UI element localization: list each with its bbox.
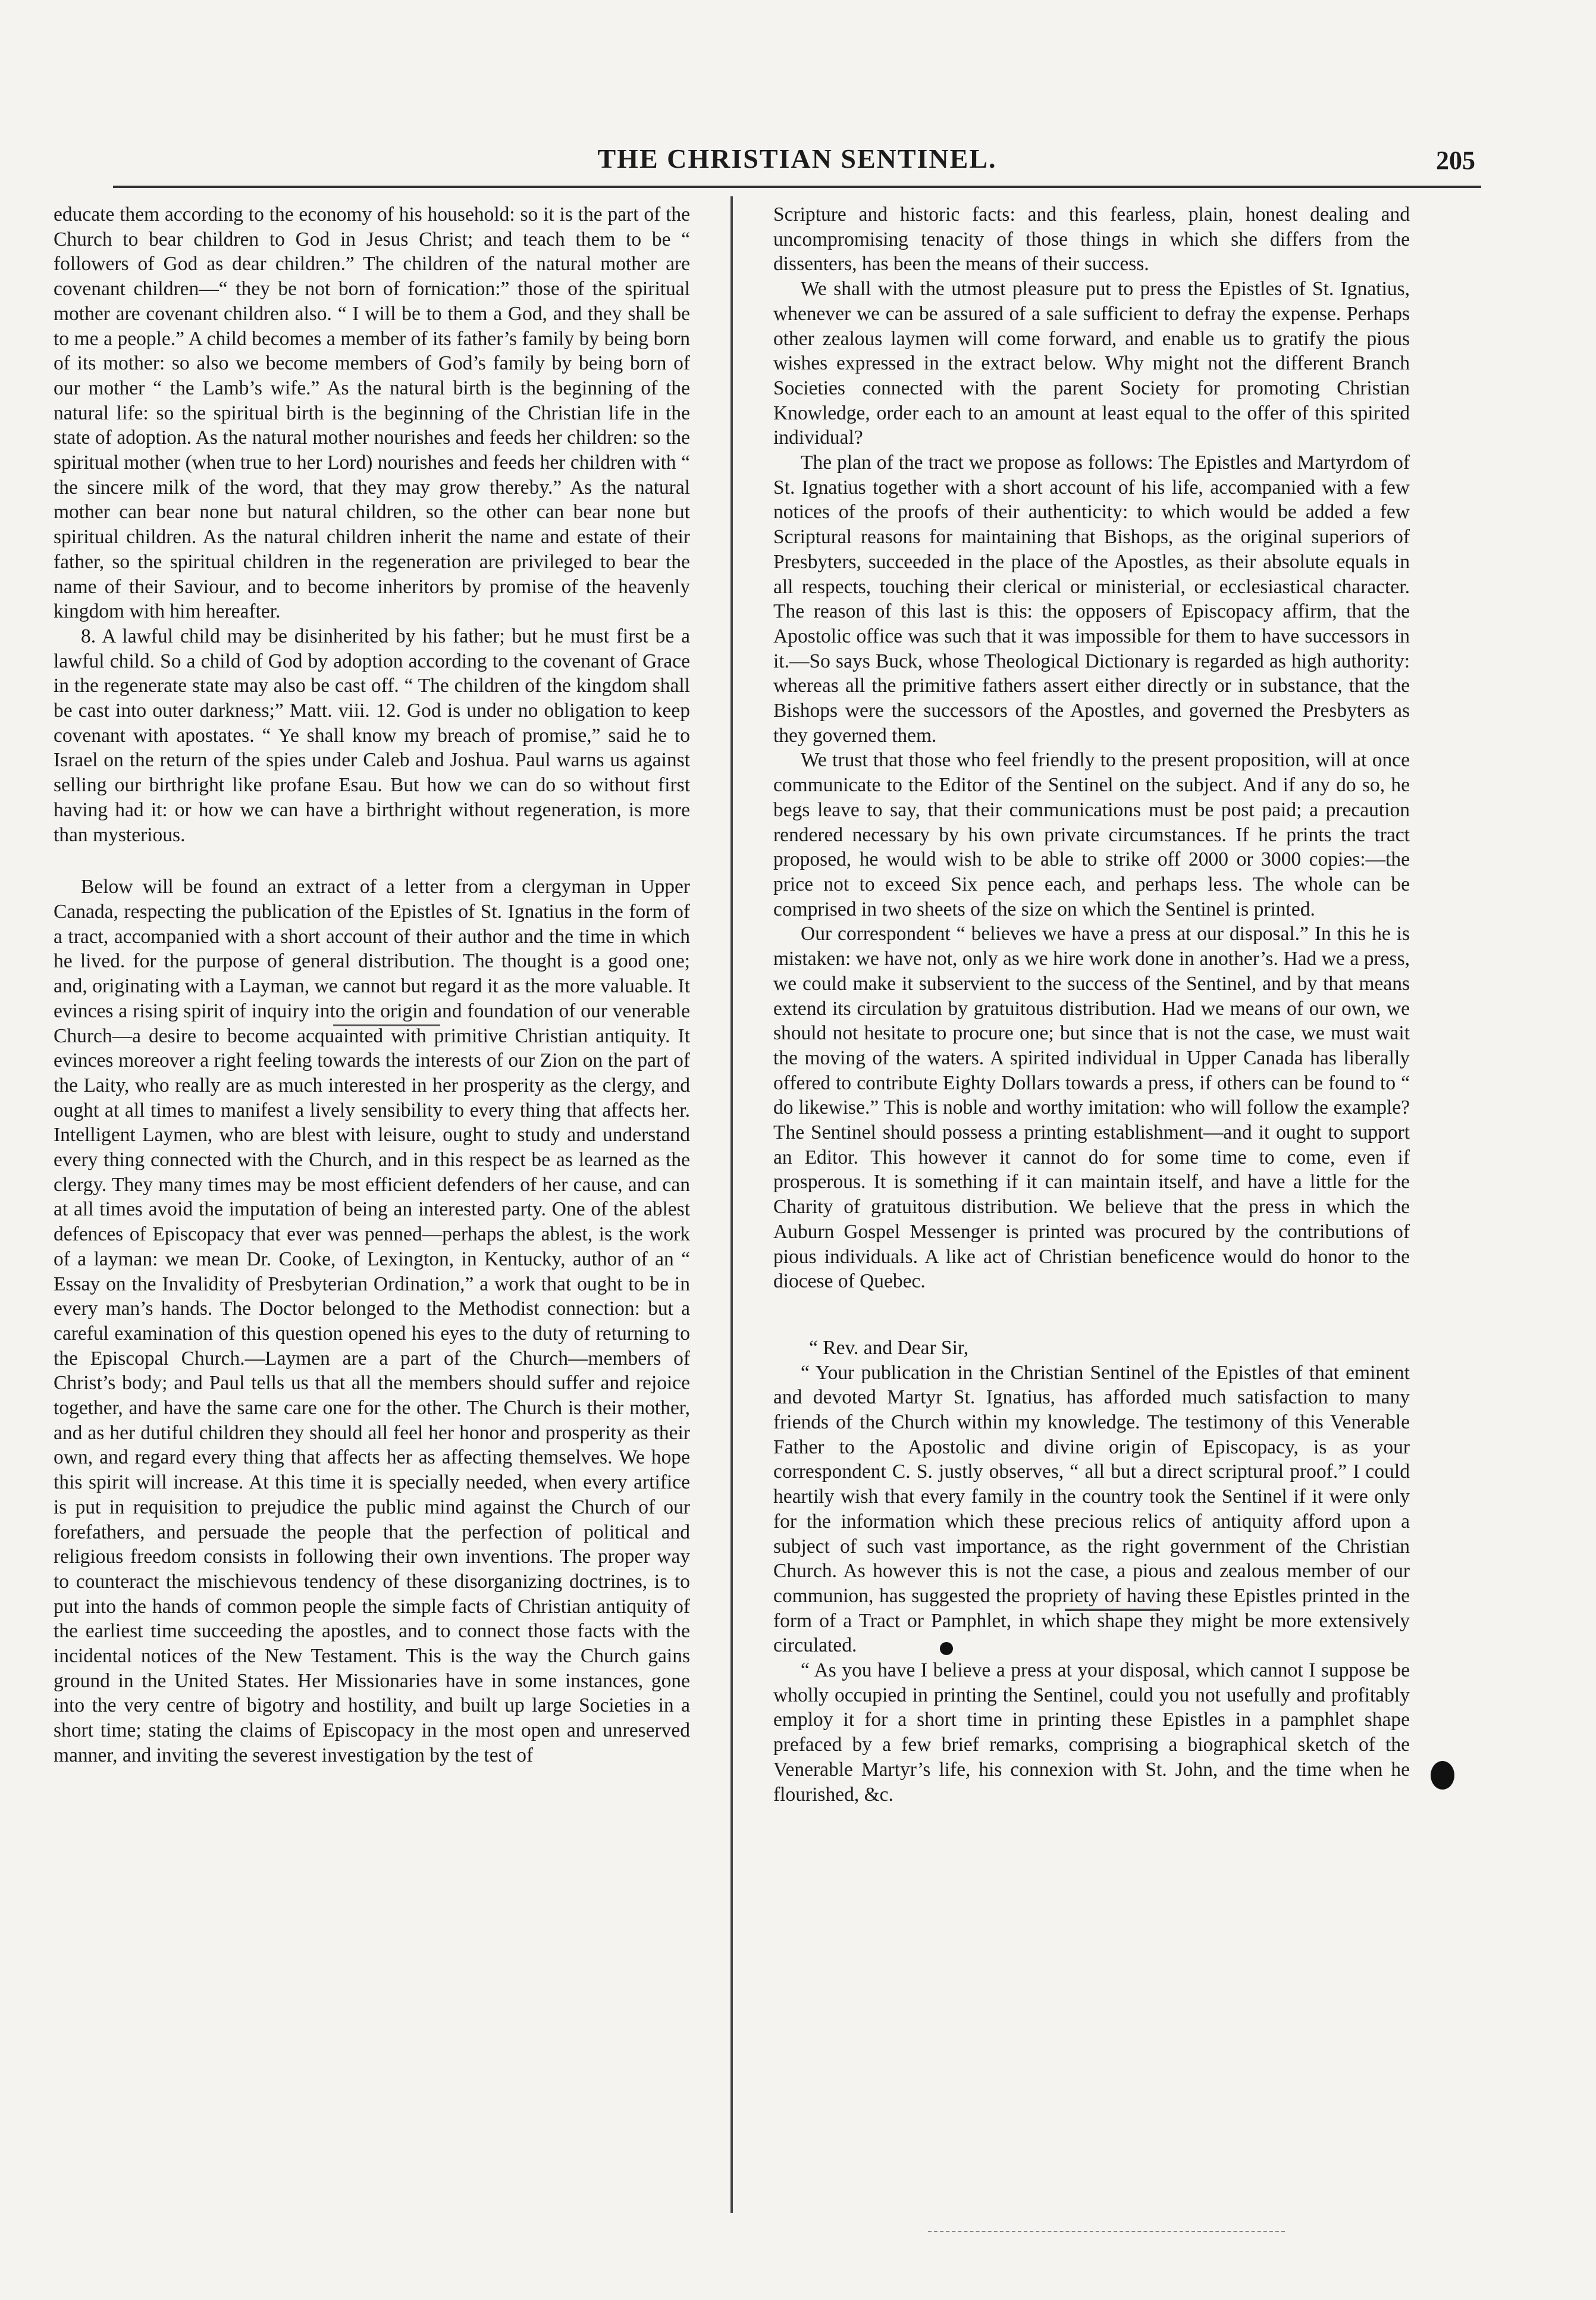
page-header xyxy=(119,143,1475,184)
right-paragraph-3: The plan of the tract we propose as follows: The Epistles and Martyrdom of St. Ignatius together with a short account of his life, accompanied with a few notices of the proofs of their authenticity: to which would be added a few Scriptural reasons for maintaining that Bishops, as the original superiors of Presbyters, succeeded in the place of the Apostles, as their absolute equals in all respects, touching their clerical or ministerial, or ecclesiastical character. The reason of this last is this: the opposers of Episcopacy affirm, that the Apostolic office was such that it was impossible for them to have successors in it.—So says Buck, whose Theological Dictionary is regarded as high authority: whereas all the primitive fathers assert either directly or in substance, that the Bishops were the successors of the Apostles, and governed the Presbyters as they governed them. xyxy=(773,452,1410,747)
page-number: 205 xyxy=(1436,146,1475,175)
letter-greeting: “ Rev. and Dear Sir, xyxy=(809,1336,969,1359)
left-paragraph-2: 8. A lawful child may be disinherited by his father; but he must first be a lawful child. So a child of God by adoption according to the covenant of Grace in the regenerate state may also be cast off. “ The children of the kingdom shall be cast into outer darkness;” Matt. viii. 12. God is under no obligation to keep covenant with apostates. “ Ye shall know my breach of promise,” said he to Israel on the return of the spies under Caleb and Joshua. Paul warns us against selling our birthright like profane Esau. But how we can do so without first having had it: or how we can have a birthright without regeneration, is more than mysterious. xyxy=(54,625,690,846)
letter-paragraph-2: “ As you have I believe a press at your disposal, which cannot I suppose be wholly occupied in printing the Sentinel, could you not usefully and profitably employ it for a short time in printing these Epistles in a pamphlet shape prefaced by a few brief remarks, comprising a biographical sketch of the Venerable Martyr’s life, his connexion with St. John, and the time when he flourished, &c. xyxy=(773,1659,1410,1806)
header-rule xyxy=(113,186,1481,188)
page-title: THE CHRISTIAN SENTINEL. xyxy=(597,143,997,174)
left-spacer xyxy=(54,847,690,875)
right-paragraph-1: Scripture and historic facts: and this fearless, plain, honest dealing and uncompromising tenacity of those things in which she differs from the dissenters, has been the means of their success. xyxy=(773,203,1410,275)
right-spacer xyxy=(773,1294,1410,1336)
ink-blot xyxy=(1431,1761,1454,1790)
left-paragraph-1: educate them according to the economy of his household: so it is the part of the Church to bear children to God in Jesus Christ; and teach them to be “ followers of God as dear children.” The children of the natural mother are covenant children—“ they be not born of fornication:” those of the spiritual mother are covenant children also. “ I will be to them a God, and they shall be to me a people.” A child becomes a member of its father’s family by being born of its mother: so also we become members of God’s family by being born of our mother “ the Lamb’s wife.” As the natural birth is the beginning of the natural life: so the spiritual birth is the beginning of the Christian life in the state of adoption. As the natural mother nourishes and feeds her children: so the spiritual mother (when true to her Lord) nourishes and feeds her children with “ the sincere milk of the word, that they may grow thereby.” As the natural mother can bear none but natural children, so the other can bear none but spiritual children. As the natural children inherit the name and estate of their father, so the spiritual children in the regeneration are privileged to bear the name of their Saviour, and to become inheritors by promise of the heavenly kingdom with him hereafter. xyxy=(54,203,690,623)
ink-blot xyxy=(940,1642,953,1655)
left-column xyxy=(54,202,690,1768)
right-paragraph-2: We shall with the utmost pleasure put to press the Epistles of St. Ignatius, whenever we can be assured of a sale sufficient to defray the expense. Perhaps other zealous laymen will come forward, and enable us to gratify the pious wishes expressed in the extract below. Why might not the different Branch Societies connected with the parent Society for promoting Christian Knowledge, order each to an amount at least equal to the offer of this spirited individual? xyxy=(773,278,1410,449)
right-section-separator xyxy=(1065,1609,1160,1611)
left-paragraph-3: Below will be found an extract of a letter from a clergyman in Upper Canada, respecting the publication of the Epistles of St. Ignatius in the form of a tract, accompanied with a short account of their author and the time in which he lived. for the purpose of general distribution. The thought is a good one; and, originating with a Layman, we cannot but regard it as the more valuable. It evinces a rising spirit of inquiry into the origin and foundation of our venerable Church—a desire to become acquainted with primitive Christian antiquity. It evinces moreover a right feeling towards the interests of our Zion on the part of the Laity, who really are as much interested in her prosperity as the clergy, and ought at all times to manifest a lively sensibility to every thing that affects her. Intelligent Laymen, who are blest with leisure, ought to study and understand every thing connected with the Church, and in this respect be as learned as the clergy. They many times may be most efficient defenders of her cause, and can at all times avoid the imputation of being an interested party. One of the ablest defences of Episcopacy that ever was penned—perhaps the ablest, is the work of a layman: we mean Dr. Cooke, of Lexington, in Kentucky, author of an “ Essay on the Invalidity of Presbyterian Ordination,” a work that ought to be in every man’s hands. The Doctor belonged to the Methodist connection: but a careful examination of this question opened his eyes to the duty of returning to the Episcopal Church.—Laymen are a part of the Church—members of Christ’s body; and Paul tells us that all the members should suffer and rejoice together, and have the same care one for the other. The Church is their mother, and as her dutiful children they should all feel her honor and prosperity as their own, and regard every thing that affects her as affecting themselves. We hope this spirit will increase. At this time it is specially needed, when every artifice is put in requisition to prejudice the public mind against the Church of our forefathers, and persuade the people that the perfection of political and religious freedom consists in following their own inventions. The proper way to counteract the mischievous tendency of these disorganizing doctrines, is to put into the hands of common people the simple facts of Christian antiquity of the earliest time succeeding the apostles, and to connect those facts with the incidental notices of the New Testament. This is the way the Church gains ground in the United States. Her Missionaries have in some instances, gone into the very centre of bigotry and hostility, and built up large Societies in a short time; stating the claims of Episcopacy in the most open and unreserved manner, and inviting the severest investigation by the test of xyxy=(54,876,690,1766)
letter-paragraph-1: “ Your publication in the Christian Sentinel of the Epistles of that eminent and devoted Martyr St. Ignatius, has afforded much satisfaction to many friends of the Church within my knowledge. The testimony of this Venerable Father to the Apostolic and divine origin of Episcopacy, is as your correspondent C. S. justly observes, “ all but a direct scriptural proof.” I could heartily wish that every family in the country took the Sentinel if it were only for the information which these precious relics of antiquity afford upon a subject of such vast importance, as the right government of the Christian Church. As however this is not the case, a pious and zealous member of our communion, has suggested the propriety of having these Epistles printed in the form of a Tract or Pamphlet, in which shape they might be more extensively circulated. xyxy=(773,1361,1410,1657)
right-paragraph-5: Our correspondent “ believes we have a press at our disposal.” In this he is mistaken: we have not, only as we hire work done in another’s. Had we a press, we could make it subservient to the success of the Sentinel, and by that means extend its circulation by gratuitous distribution. Had we means of our own, we should not hesitate to procure one; but since that is not the case, we must wait the moving of the waters. A spirited individual in Upper Canada has liberally offered to contribute Eighty Dollars towards a press, if others can be found to “ do likewise.” This is noble and worthy imitation: who will follow the example? The Sentinel should possess a printing establishment—and it ought to support an Editor. This however it cannot do for some time to come, even if prosperous. It is something if it can maintain itself, and have a little for the Charity of gratuitous distribution. We believe that the press in which the Auburn Gospel Messenger is printed was procured by the contributions of pious individuals. A like act of Christian beneficence would do honor to the diocese of Quebec. xyxy=(773,923,1410,1293)
footer-smudge xyxy=(928,2231,1285,2244)
letter-extract xyxy=(773,1361,1410,1807)
column-divider xyxy=(730,196,733,2213)
right-paragraph-4: We trust that those who feel friendly to the present proposition, will at once communicate to the Editor of the Sentinel on the subject. And if any do so, he begs leave to say, that their communications must be post paid; a precaution rendered necessary by his own private circumstances. If he prints the tract proposed, he would wish to be able to strike off 2000 or 3000 copies:—the price not to exceed Six pence each, and perhaps less. The whole can be comprised in two sheets of the size on which the Sentinel is printed. xyxy=(773,749,1410,920)
left-section-separator xyxy=(333,1024,440,1026)
right-column xyxy=(773,202,1410,1807)
